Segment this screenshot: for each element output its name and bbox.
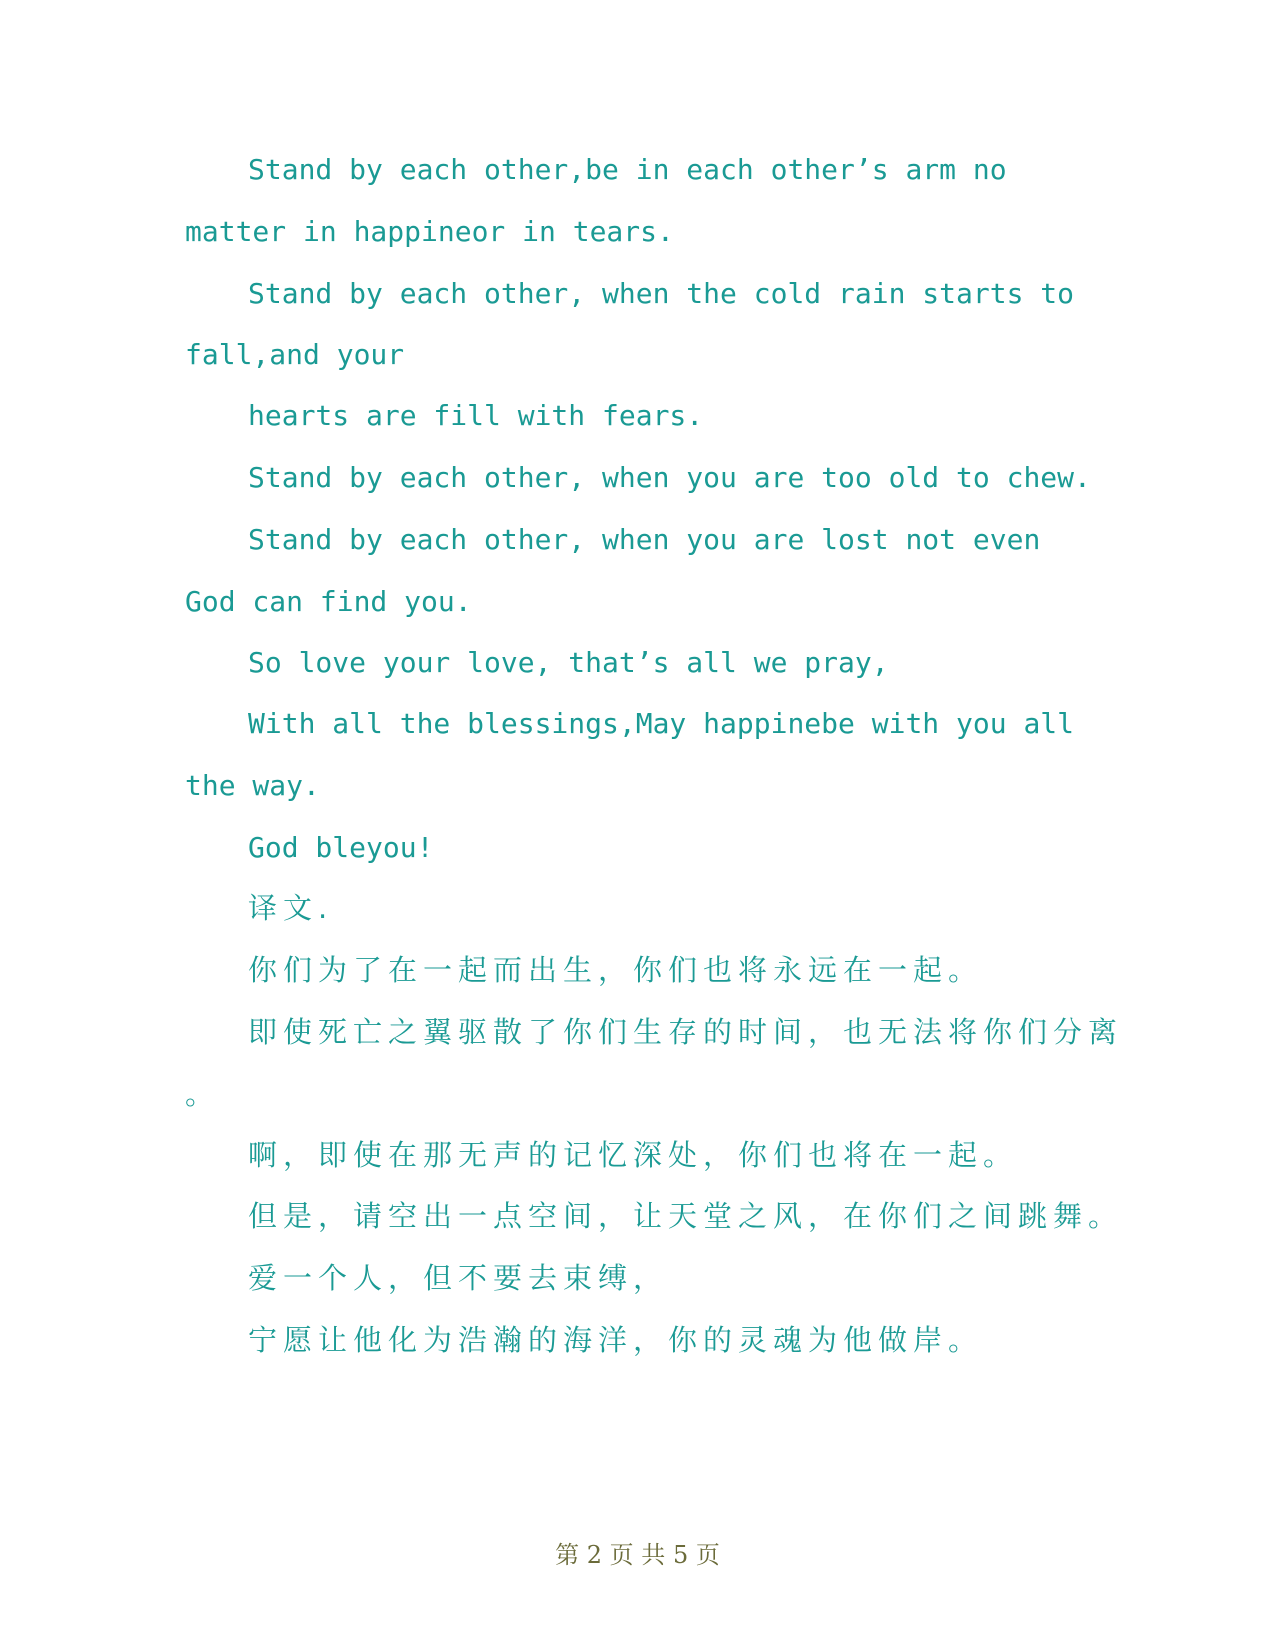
text-line: With all the blessings,May happinebe with you all [248, 707, 1075, 740]
text-line: God can find you. [185, 585, 472, 618]
text-line: matter in happineor in tears. [185, 215, 674, 248]
text-line: Stand by each other,be in each other’s arm no [248, 153, 1007, 186]
text-line: 啊，即使在那无声的记忆深处，你们也将在一起。 [248, 1138, 1019, 1172]
text-line: 译文. [248, 891, 334, 925]
text-line: Stand by each other, when you are too old to chew. [248, 461, 1091, 494]
text-line: 爱一个人，但不要去束缚， [248, 1261, 669, 1295]
text-line: 宁愿让他化为浩瀚的海洋，你的灵魂为他做岸。 [248, 1323, 984, 1357]
text-line: hearts are fill with fears. [248, 399, 704, 432]
text-line: 你们为了在一起而出生，你们也将永远在一起。 [248, 953, 984, 987]
text-line: Stand by each other, when you are lost not even [248, 523, 1041, 556]
text-line: Stand by each other, when the cold rain starts to [248, 277, 1075, 310]
text-line: So love your love, that’s all we pray, [248, 646, 889, 679]
page-number-footer: 第 2 页 共 5 页 [555, 1541, 720, 1569]
text-line: fall,and your [185, 338, 405, 371]
text-line: God bleyou! [248, 831, 434, 864]
text-line: 但是，请空出一点空间，让天堂之风，在你们之间跳舞。 [248, 1199, 1124, 1233]
text-line: 即使死亡之翼驱散了你们生存的时间，也无法将你们分离 [248, 1015, 1124, 1049]
text-line: 。 [185, 1077, 221, 1111]
text-line: the way. [185, 769, 320, 802]
